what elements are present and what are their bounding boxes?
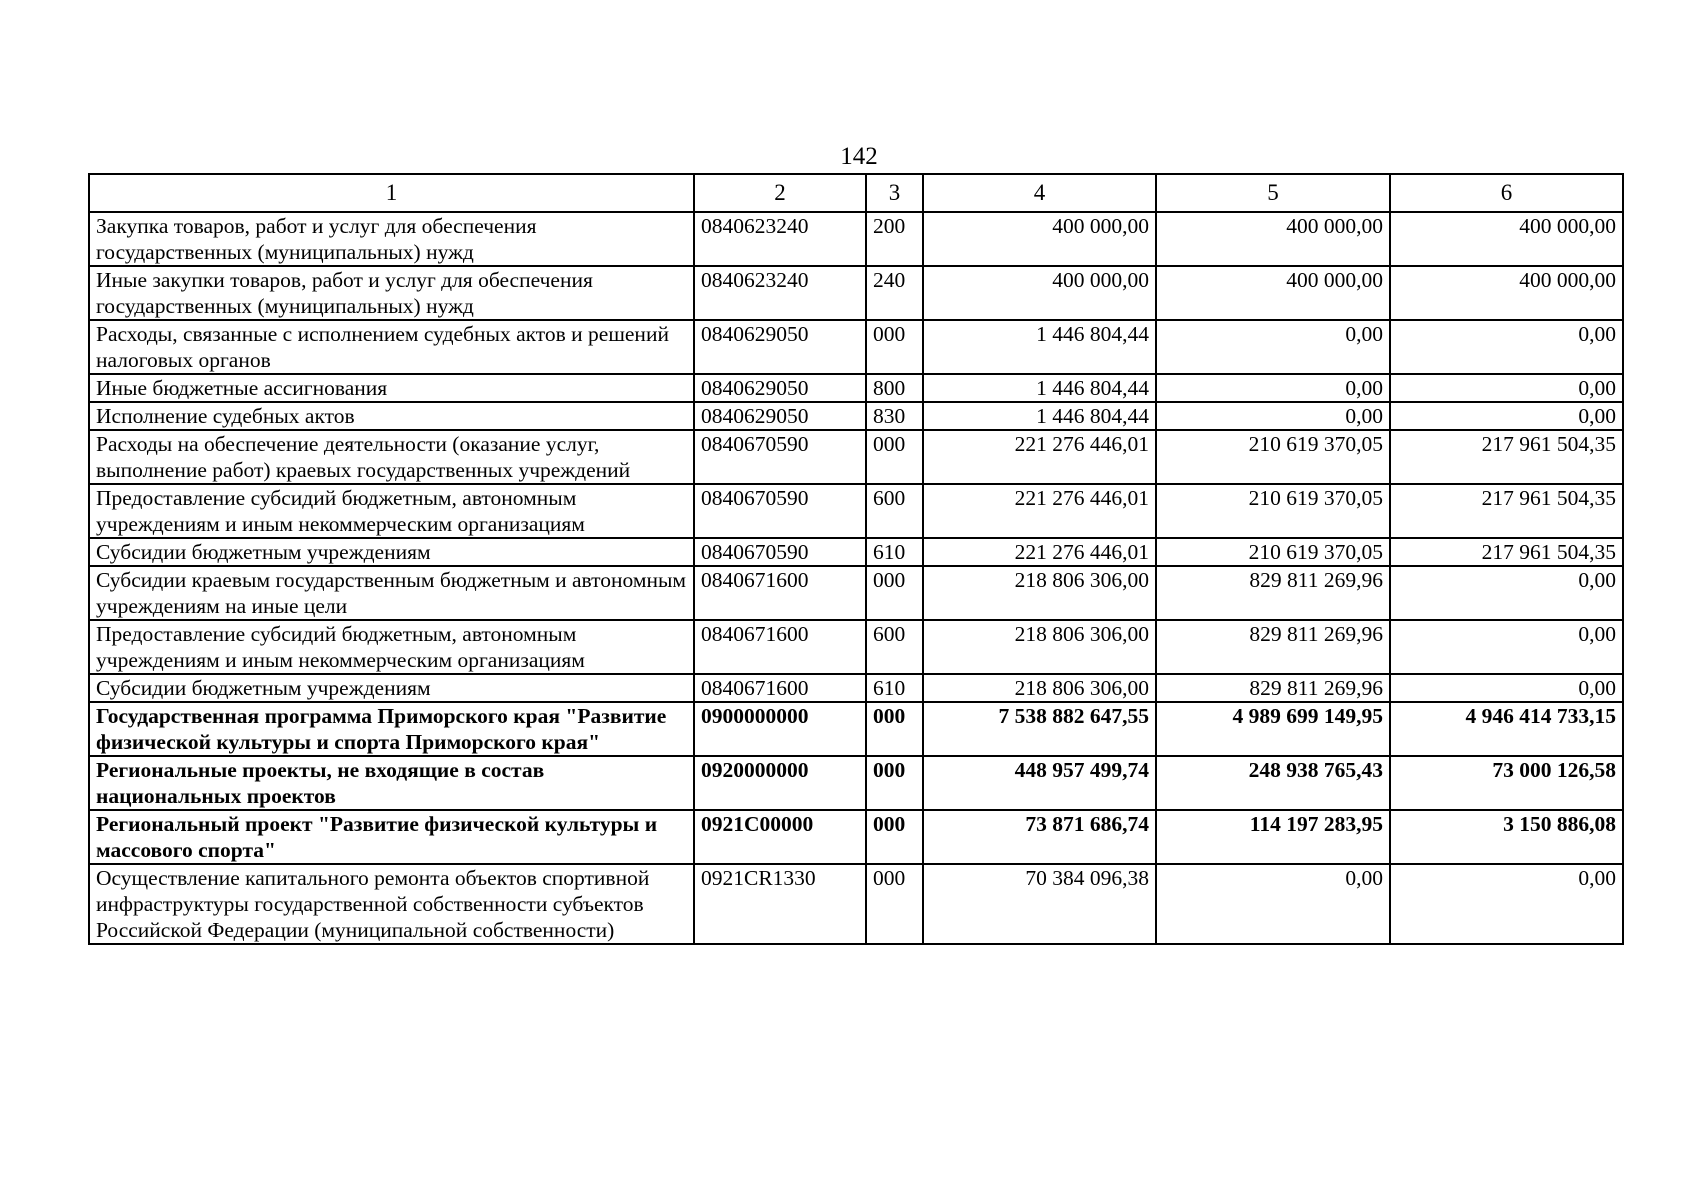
table-row <box>89 810 1623 864</box>
table-row <box>89 864 1623 944</box>
row-value-6: 0,00 <box>1390 402 1623 430</box>
row-expense-type: 000 <box>866 430 923 484</box>
row-expense-type: 200 <box>866 212 923 266</box>
row-expense-type: 830 <box>866 402 923 430</box>
row-value-5: 400 000,00 <box>1156 266 1390 320</box>
row-value-6: 0,00 <box>1390 620 1623 674</box>
row-name: Осуществление капитального ремонта объектов спортивной инфраструктуры государственной собственности субъектов Российской Федерации (муниципальной собственности) <box>89 864 694 944</box>
row-value-5: 829 811 269,96 <box>1156 566 1390 620</box>
row-value-4: 221 276 446,01 <box>923 484 1156 538</box>
row-code: 0840629050 <box>694 374 866 402</box>
row-expense-type: 000 <box>866 864 923 944</box>
row-value-4: 73 871 686,74 <box>923 810 1156 864</box>
row-name: Субсидии бюджетным учреждениям <box>89 674 694 702</box>
row-value-5: 114 197 283,95 <box>1156 810 1390 864</box>
row-value-4: 400 000,00 <box>923 212 1156 266</box>
table-body <box>89 212 1623 944</box>
table-row <box>89 212 1623 266</box>
row-expense-type: 000 <box>866 756 923 810</box>
header-col-1: 1 <box>89 174 694 212</box>
row-name: Предоставление субсидий бюджетным, автономным учреждениям и иным некоммерческим организациям <box>89 620 694 674</box>
row-name: Расходы на обеспечение деятельности (оказание услуг, выполнение работ) краевых государственных учреждений <box>89 430 694 484</box>
row-value-6: 3 150 886,08 <box>1390 810 1623 864</box>
row-value-5: 210 619 370,05 <box>1156 538 1390 566</box>
table-row <box>89 374 1623 402</box>
row-code: 0900000000 <box>694 702 866 756</box>
row-code: 0840623240 <box>694 266 866 320</box>
row-value-5: 400 000,00 <box>1156 212 1390 266</box>
table-row <box>89 674 1623 702</box>
row-value-5: 0,00 <box>1156 320 1390 374</box>
table-header-row <box>89 174 1623 212</box>
row-value-6: 0,00 <box>1390 320 1623 374</box>
row-value-4: 7 538 882 647,55 <box>923 702 1156 756</box>
row-value-6: 0,00 <box>1390 374 1623 402</box>
row-value-5: 829 811 269,96 <box>1156 674 1390 702</box>
row-value-5: 0,00 <box>1156 402 1390 430</box>
table-row <box>89 538 1623 566</box>
table-row <box>89 320 1623 374</box>
row-name: Субсидии бюджетным учреждениям <box>89 538 694 566</box>
row-value-4: 221 276 446,01 <box>923 430 1156 484</box>
row-value-4: 218 806 306,00 <box>923 620 1156 674</box>
header-col-5: 5 <box>1156 174 1390 212</box>
row-value-4: 1 446 804,44 <box>923 320 1156 374</box>
row-value-4: 448 957 499,74 <box>923 756 1156 810</box>
row-value-5: 829 811 269,96 <box>1156 620 1390 674</box>
row-value-5: 0,00 <box>1156 374 1390 402</box>
row-expense-type: 610 <box>866 674 923 702</box>
row-code: 0840623240 <box>694 212 866 266</box>
row-expense-type: 800 <box>866 374 923 402</box>
row-name: Иные закупки товаров, работ и услуг для обеспечения государственных (муниципальных) нужд <box>89 266 694 320</box>
row-value-6: 4 946 414 733,15 <box>1390 702 1623 756</box>
row-name: Региональные проекты, не входящие в состав национальных проектов <box>89 756 694 810</box>
header-col-6: 6 <box>1390 174 1623 212</box>
table-row <box>89 566 1623 620</box>
row-code: 0840670590 <box>694 484 866 538</box>
row-expense-type: 600 <box>866 484 923 538</box>
row-value-4: 218 806 306,00 <box>923 566 1156 620</box>
row-value-6: 400 000,00 <box>1390 266 1623 320</box>
row-value-5: 4 989 699 149,95 <box>1156 702 1390 756</box>
row-code: 0920000000 <box>694 756 866 810</box>
row-value-5: 210 619 370,05 <box>1156 484 1390 538</box>
row-value-6: 217 961 504,35 <box>1390 430 1623 484</box>
row-value-4: 70 384 096,38 <box>923 864 1156 944</box>
row-name: Закупка товаров, работ и услуг для обеспечения государственных (муниципальных) нужд <box>89 212 694 266</box>
row-name: Расходы, связанные с исполнением судебных актов и решений налоговых органов <box>89 320 694 374</box>
row-value-6: 400 000,00 <box>1390 212 1623 266</box>
header-col-4: 4 <box>923 174 1156 212</box>
row-value-4: 1 446 804,44 <box>923 374 1156 402</box>
row-value-6: 217 961 504,35 <box>1390 484 1623 538</box>
row-code: 0840670590 <box>694 538 866 566</box>
row-code: 0921CR1330 <box>694 864 866 944</box>
row-value-6: 0,00 <box>1390 566 1623 620</box>
row-name: Субсидии краевым государственным бюджетным и автономным учреждениям на иные цели <box>89 566 694 620</box>
row-value-4: 400 000,00 <box>923 266 1156 320</box>
row-expense-type: 000 <box>866 702 923 756</box>
table-row <box>89 266 1623 320</box>
row-name: Иные бюджетные ассигнования <box>89 374 694 402</box>
row-code: 0840671600 <box>694 566 866 620</box>
row-value-6: 73 000 126,58 <box>1390 756 1623 810</box>
row-name: Предоставление субсидий бюджетным, автономным учреждениям и иным некоммерческим организациям <box>89 484 694 538</box>
row-value-5: 0,00 <box>1156 864 1390 944</box>
row-value-4: 218 806 306,00 <box>923 674 1156 702</box>
row-value-5: 210 619 370,05 <box>1156 430 1390 484</box>
row-code: 0840670590 <box>694 430 866 484</box>
row-code: 0921С00000 <box>694 810 866 864</box>
table-row <box>89 756 1623 810</box>
table-row <box>89 402 1623 430</box>
row-name: Исполнение судебных актов <box>89 402 694 430</box>
row-expense-type: 000 <box>866 566 923 620</box>
row-code: 0840629050 <box>694 320 866 374</box>
row-code: 0840671600 <box>694 674 866 702</box>
row-value-6: 0,00 <box>1390 864 1623 944</box>
page-number: 142 <box>840 143 878 170</box>
row-expense-type: 610 <box>866 538 923 566</box>
table-row <box>89 430 1623 484</box>
table-row <box>89 702 1623 756</box>
budget-table <box>88 173 1624 945</box>
row-value-5: 248 938 765,43 <box>1156 756 1390 810</box>
row-value-4: 1 446 804,44 <box>923 402 1156 430</box>
header-col-2: 2 <box>694 174 866 212</box>
row-value-4: 221 276 446,01 <box>923 538 1156 566</box>
table-row <box>89 484 1623 538</box>
row-expense-type: 600 <box>866 620 923 674</box>
row-expense-type: 240 <box>866 266 923 320</box>
header-col-3: 3 <box>866 174 923 212</box>
row-expense-type: 000 <box>866 320 923 374</box>
table-row <box>89 620 1623 674</box>
row-code: 0840671600 <box>694 620 866 674</box>
row-name: Региональный проект "Развитие физической культуры и массового спорта" <box>89 810 694 864</box>
row-name: Государственная программа Приморского края "Развитие физической культуры и спорта Приморского края" <box>89 702 694 756</box>
row-expense-type: 000 <box>866 810 923 864</box>
row-value-6: 0,00 <box>1390 674 1623 702</box>
row-value-6: 217 961 504,35 <box>1390 538 1623 566</box>
row-code: 0840629050 <box>694 402 866 430</box>
